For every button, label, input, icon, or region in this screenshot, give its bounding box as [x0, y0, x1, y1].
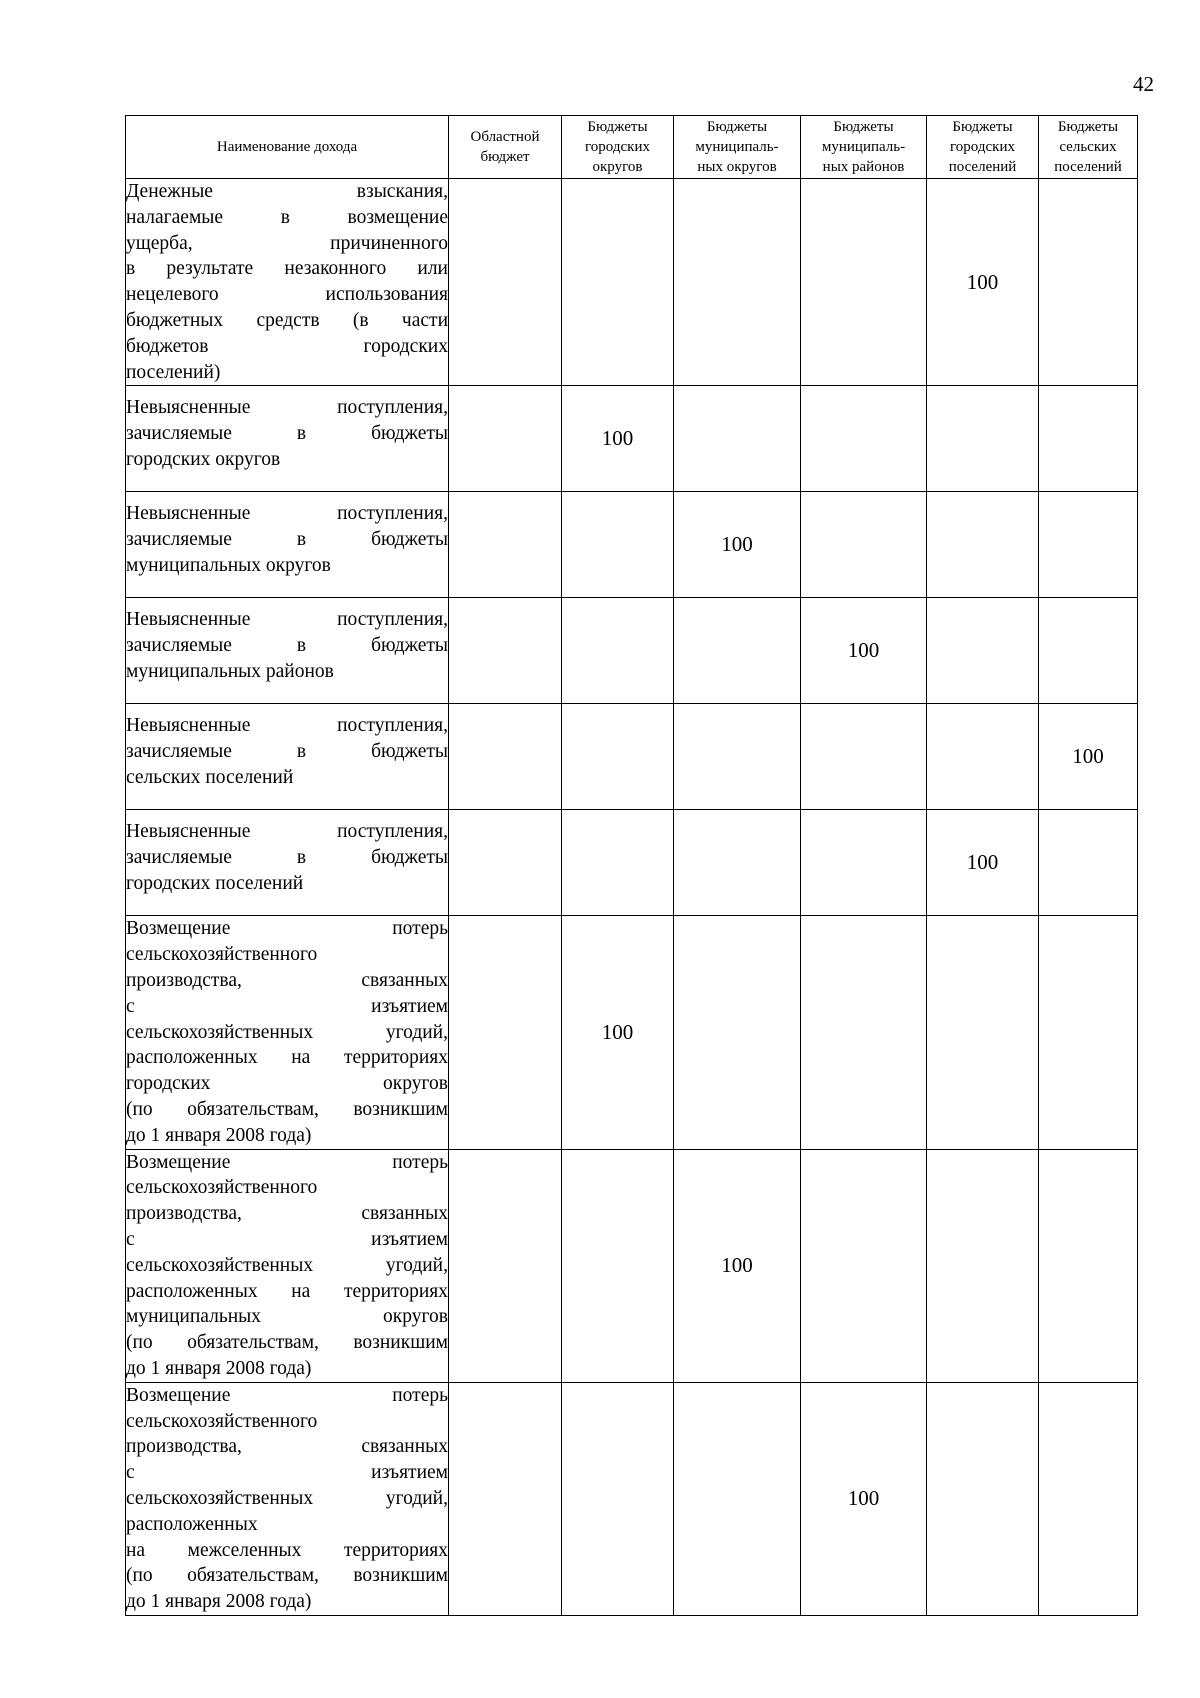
value-cell: [674, 179, 801, 386]
text-line: зачисляемые в бюджеты: [126, 741, 448, 763]
income-name-cell: [126, 1382, 449, 1615]
text-line: бюджет: [480, 149, 530, 165]
value-cell: [927, 704, 1039, 810]
text-line: сельскохозяйственного: [126, 944, 318, 966]
value-cell: [562, 1149, 674, 1382]
text-line: городских: [585, 139, 650, 155]
header-rural-settlement-budgets: [1039, 116, 1138, 179]
text-line: бюджетных средств (в части: [126, 309, 448, 331]
value-cell: [674, 1382, 801, 1615]
text-line: Невыясненные поступления,: [126, 821, 448, 843]
value-cell: [562, 704, 674, 810]
value-cell: [1039, 598, 1138, 704]
text-line: Невыясненные поступления,: [126, 715, 448, 737]
value-cell: [1039, 386, 1138, 492]
value-cell: [674, 810, 801, 916]
text-line: Бюджеты: [952, 119, 1013, 135]
text-line: поселений): [126, 361, 221, 383]
value-cell: [801, 1149, 927, 1382]
table-row: [126, 1382, 1138, 1615]
text-line: сельскохозяйственного: [126, 1177, 318, 1199]
value-cell: [801, 386, 927, 492]
value-cell: [927, 492, 1039, 598]
text-line: Невыясненные поступления,: [126, 609, 448, 631]
text-line: производства, связанных: [126, 1436, 448, 1458]
text-line: сельскохозяйственных угодий,: [126, 1487, 448, 1509]
text-line: (по обязательствам, возникшим: [126, 1332, 448, 1354]
text-line: муниципальных округов: [126, 1306, 448, 1328]
value-cell: [449, 598, 562, 704]
income-name-cell: [126, 492, 449, 598]
value-cell: [562, 598, 674, 704]
text-line: до 1 января 2008 года): [126, 1124, 312, 1146]
value-cell: [1039, 492, 1138, 598]
income-name-cell: [126, 916, 449, 1149]
header-municipal-district-budgets: [674, 116, 801, 179]
text-line: сельских поселений: [126, 766, 294, 788]
text-line: сельскохозяйственных угодий,: [126, 1021, 448, 1043]
text-line: на межселенных территориях: [126, 1539, 448, 1561]
table-row: [126, 810, 1138, 916]
text-line: муниципаль-: [821, 139, 906, 155]
value-cell: 100: [674, 1149, 801, 1382]
value-cell: 100: [562, 386, 674, 492]
value-cell: [1039, 810, 1138, 916]
text-line: до 1 января 2008 года): [126, 1591, 312, 1613]
value-cell: 100: [801, 1382, 927, 1615]
text-line: расположенных на территориях: [126, 1047, 448, 1069]
value-cell: [927, 598, 1039, 704]
income-name-cell: [126, 598, 449, 704]
text-line: округов: [592, 159, 643, 175]
table-header-row: [126, 116, 1138, 179]
table-row: [126, 1149, 1138, 1382]
value-cell: [449, 179, 562, 386]
text-line: бюджетов городских: [126, 335, 448, 357]
income-name-cell: [126, 704, 449, 810]
table-row: [126, 386, 1138, 492]
text-line: поселений: [948, 159, 1017, 175]
text-line: с изъятием: [126, 995, 448, 1017]
value-cell: [801, 916, 927, 1149]
text-line: муниципальных районов: [126, 660, 334, 682]
value-cell: [449, 810, 562, 916]
text-line: в результате незаконного или: [126, 258, 448, 280]
text-line: до 1 января 2008 года): [126, 1357, 312, 1379]
value-cell: [449, 492, 562, 598]
text-line: городских: [950, 139, 1015, 155]
value-cell: [801, 179, 927, 386]
value-cell: [927, 1149, 1039, 1382]
value-cell: [1039, 1149, 1138, 1382]
value-cell: [449, 386, 562, 492]
value-cell: [562, 179, 674, 386]
text-line: Областной: [470, 129, 540, 145]
text-line: Денежные взыскания,: [126, 181, 448, 202]
text-line: зачисляемые в бюджеты: [126, 423, 448, 445]
header-income-name: [126, 116, 449, 179]
income-name-cell: [126, 179, 449, 386]
value-cell: [1039, 1382, 1138, 1615]
value-cell: 100: [927, 810, 1039, 916]
header-municipal-area-budgets: [801, 116, 927, 179]
header-city-district-budgets: [562, 116, 674, 179]
table-row: [126, 179, 1138, 386]
value-cell: [927, 386, 1039, 492]
text-line: Наименование дохода: [216, 139, 358, 155]
text-line: Бюджеты: [706, 119, 768, 135]
text-line: налагаемые в возмещение: [126, 206, 448, 228]
text-line: с изъятием: [126, 1462, 448, 1484]
value-cell: [927, 916, 1039, 1149]
text-line: городских округов: [126, 448, 281, 470]
value-cell: [562, 1382, 674, 1615]
value-cell: [1039, 179, 1138, 386]
text-line: муниципальных округов: [126, 554, 331, 576]
value-cell: 100: [562, 916, 674, 1149]
text-line: сельскохозяйственного: [126, 1410, 318, 1432]
value-cell: [1039, 916, 1138, 1149]
text-line: расположенных: [126, 1513, 258, 1535]
value-cell: 100: [927, 179, 1039, 386]
text-line: ных районов: [822, 159, 905, 175]
page-number: 42: [1133, 72, 1154, 96]
text-line: муниципаль-: [695, 139, 779, 155]
text-line: зачисляемые в бюджеты: [126, 635, 448, 657]
income-name-cell: [126, 1149, 449, 1382]
text-line: городских округов: [126, 1073, 448, 1095]
text-line: ных округов: [697, 159, 777, 175]
value-cell: [449, 1382, 562, 1615]
text-line: производства, связанных: [126, 969, 448, 991]
text-line: Невыясненные поступления,: [126, 503, 448, 525]
value-cell: 100: [674, 492, 801, 598]
income-name-cell: [126, 810, 449, 916]
text-line: поселений: [1054, 159, 1122, 175]
value-cell: [674, 598, 801, 704]
header-regional-budget: [449, 116, 562, 179]
value-cell: [801, 810, 927, 916]
text-line: Бюджеты: [1057, 119, 1119, 135]
text-line: сельских: [1059, 139, 1117, 155]
value-cell: [927, 1382, 1039, 1615]
table-row: [126, 598, 1138, 704]
text-line: расположенных на территориях: [126, 1280, 448, 1302]
text-line: зачисляемые в бюджеты: [126, 529, 448, 551]
text-line: с изъятием: [126, 1228, 448, 1250]
text-line: Возмещение потерь: [126, 1384, 448, 1406]
header-urban-settlement-budgets: [927, 116, 1039, 179]
text-line: Бюджеты: [587, 119, 648, 135]
value-cell: [674, 386, 801, 492]
text-line: сельскохозяйственных угодий,: [126, 1254, 448, 1276]
text-line: производства, связанных: [126, 1203, 448, 1225]
text-line: зачисляемые в бюджеты: [126, 847, 448, 869]
text-line: Возмещение потерь: [126, 918, 448, 940]
text-line: Возмещение потерь: [126, 1151, 448, 1173]
value-cell: [449, 916, 562, 1149]
text-line: городских поселений: [126, 872, 304, 894]
value-cell: [449, 704, 562, 810]
value-cell: [674, 704, 801, 810]
value-cell: [801, 492, 927, 598]
value-cell: [449, 1149, 562, 1382]
text-line: нецелевого использования: [126, 284, 448, 306]
text-line: Бюджеты: [833, 119, 894, 135]
value-cell: [801, 704, 927, 810]
value-cell: [674, 916, 801, 1149]
value-cell: [562, 492, 674, 598]
value-cell: 100: [1039, 704, 1138, 810]
revenue-distribution-table: [125, 115, 1138, 1616]
text-line: Невыясненные поступления,: [126, 397, 448, 419]
value-cell: [562, 810, 674, 916]
value-cell: 100: [801, 598, 927, 704]
text-line: (по обязательствам, возникшим: [126, 1098, 448, 1120]
table-row: [126, 492, 1138, 598]
income-name-cell: [126, 386, 449, 492]
table-row: [126, 704, 1138, 810]
text-line: ущерба, причиненного: [126, 232, 448, 254]
text-line: (по обязательствам, возникшим: [126, 1565, 448, 1587]
table-row: [126, 916, 1138, 1149]
